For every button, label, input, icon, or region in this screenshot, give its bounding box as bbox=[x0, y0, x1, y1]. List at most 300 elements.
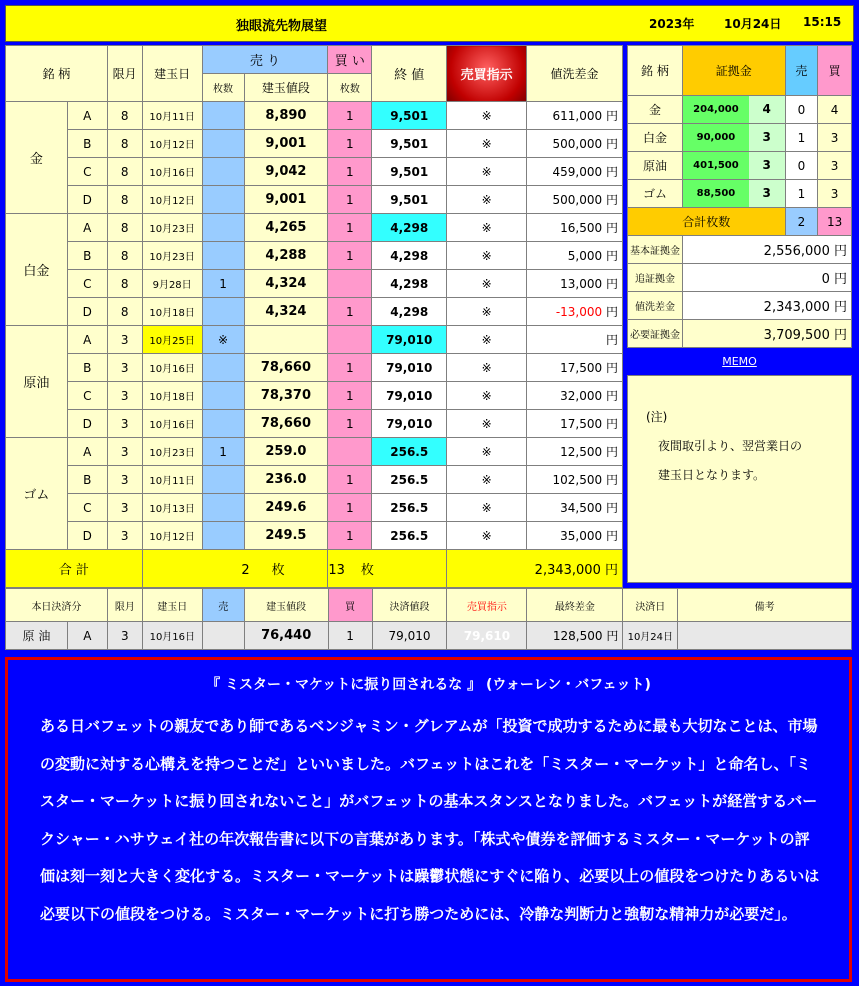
margin-sell: 0 bbox=[785, 96, 818, 124]
summary-unit: 円 bbox=[833, 328, 847, 343]
row-sell-count bbox=[202, 410, 244, 438]
row-diff-unit: 円 bbox=[605, 333, 618, 347]
settled-price-header: 建玉値段 bbox=[244, 589, 328, 622]
title-bar bbox=[5, 5, 854, 42]
settled-month: 3 bbox=[107, 622, 142, 650]
margin-lots: 3 bbox=[749, 124, 785, 151]
total-buy-unit: 枚 bbox=[360, 563, 374, 578]
position-row bbox=[6, 242, 623, 270]
memo-header bbox=[627, 349, 852, 374]
summary-row bbox=[628, 292, 852, 320]
row-buy-count bbox=[328, 270, 372, 298]
position-row bbox=[6, 326, 623, 354]
total-label: 合 計 bbox=[6, 550, 143, 588]
row-diff-unit: 円 bbox=[605, 529, 618, 543]
row-signal: ※ bbox=[447, 298, 527, 326]
row-close: 9,501 bbox=[372, 186, 447, 214]
summary-unit: 円 bbox=[833, 300, 847, 315]
header-time: 15:15 bbox=[803, 15, 842, 29]
row-date: 10月18日 bbox=[142, 382, 202, 410]
row-price: 9,001 bbox=[244, 186, 328, 214]
settled-signal-header: 売買指示 bbox=[447, 589, 527, 622]
row-sell-count bbox=[202, 242, 244, 270]
settled-sell-header: 売 bbox=[202, 589, 244, 622]
margin-amount-cell bbox=[682, 180, 785, 208]
col-price-header: 建玉値段 bbox=[244, 74, 328, 102]
margin-sell-header: 売 bbox=[785, 46, 818, 96]
row-date: 10月12日 bbox=[142, 522, 202, 550]
row-date: 10月11日 bbox=[142, 102, 202, 130]
row-code: C bbox=[67, 382, 107, 410]
row-price: 8,890 bbox=[244, 102, 328, 130]
row-code: D bbox=[67, 410, 107, 438]
row-diff-value: 35,000 bbox=[560, 529, 603, 543]
margin-lots: 4 bbox=[749, 96, 785, 123]
total-diff bbox=[447, 550, 623, 588]
summary-value: 3,709,500 bbox=[763, 328, 830, 343]
row-buy-count: 1 bbox=[328, 466, 372, 494]
row-diff-value: 17,500 bbox=[560, 417, 603, 431]
row-diff-value: 13,000 bbox=[560, 277, 603, 291]
row-date: 10月23日 bbox=[142, 214, 202, 242]
margin-amount: 88,500 bbox=[683, 180, 749, 207]
row-month: 8 bbox=[107, 130, 142, 158]
summary-value: 2,343,000 bbox=[763, 300, 830, 315]
margin-row bbox=[628, 96, 852, 124]
row-price: 236.0 bbox=[244, 466, 328, 494]
margin-amount-cell bbox=[682, 124, 785, 152]
settled-date: 10月16日 bbox=[142, 622, 202, 650]
margin-row bbox=[628, 124, 852, 152]
row-code: C bbox=[67, 270, 107, 298]
row-sell-count: 1 bbox=[202, 438, 244, 466]
col-diff-header: 値洗差金 bbox=[527, 46, 623, 102]
row-code: B bbox=[67, 466, 107, 494]
col-close-header: 終 値 bbox=[372, 46, 447, 102]
row-date: 10月12日 bbox=[142, 130, 202, 158]
summary-label: 追証拠金 bbox=[628, 264, 683, 292]
settled-final-value: 128,500 bbox=[552, 629, 603, 643]
col-buy-header: 買 い bbox=[328, 46, 372, 74]
row-diff bbox=[527, 522, 623, 550]
row-diff-value: 17,500 bbox=[560, 361, 603, 375]
row-signal: ※ bbox=[447, 130, 527, 158]
row-date: 10月16日 bbox=[142, 158, 202, 186]
row-month: 3 bbox=[107, 438, 142, 466]
settled-note-header: 備考 bbox=[678, 589, 852, 622]
row-diff-unit: 円 bbox=[605, 109, 618, 123]
row-diff bbox=[527, 438, 623, 466]
quote-body: ある日バフェットの親友であり師であるベンジャミン・グレアムが「投資で成功するために最も大切なことは、市場の変動に対する心構えを持つことだ」といいました。バフェットはこれを「ミスター・マーケット」と命名し、「ミスター・マーケットに振り回されないこと」がバフェットの基本スタンスとなりました。バフェットが経営するバークシャー・ハサウェイ社の年次報告書に以下の言葉があります。「株式や債券を評価するミスター・マーケットの評価は刻一刻と大きく変化する。ミスター・マーケットは躁鬱状態にすぐに陥り、必要以上の値段をつけたりあるいは必要以下の値段をつける。ミスター・マーケットに打ち勝つためには、冷静な判断力と強靭な精神力が必要だ」。 bbox=[40, 717, 820, 923]
row-diff bbox=[527, 494, 623, 522]
total-sell bbox=[142, 550, 328, 588]
row-date: 10月25日 bbox=[142, 326, 202, 354]
row-date: 9月28日 bbox=[142, 270, 202, 298]
row-diff-unit: 円 bbox=[605, 305, 618, 319]
position-row bbox=[6, 382, 623, 410]
summary-value-cell bbox=[682, 292, 851, 320]
row-diff-value: 500,000 bbox=[552, 137, 603, 151]
total-buy-count: 13 bbox=[328, 563, 345, 578]
settled-label-header: 本日決済分 bbox=[6, 589, 108, 622]
row-month: 8 bbox=[107, 298, 142, 326]
memo-panel bbox=[627, 375, 852, 583]
row-close: 4,298 bbox=[372, 214, 447, 242]
total-diff-value: 2,343,000 bbox=[534, 563, 601, 578]
row-diff-value: 16,500 bbox=[560, 221, 603, 235]
row-diff-unit: 円 bbox=[605, 165, 618, 179]
row-code: A bbox=[67, 438, 107, 466]
row-month: 3 bbox=[107, 522, 142, 550]
row-signal: ※ bbox=[447, 326, 527, 354]
row-signal: ※ bbox=[447, 242, 527, 270]
row-diff-unit: 円 bbox=[605, 193, 618, 207]
group-name: 金 bbox=[6, 102, 68, 214]
summary-label: 必要証拠金 bbox=[628, 320, 683, 348]
header-year: 2023年 bbox=[649, 17, 695, 31]
group-name: ゴム bbox=[6, 438, 68, 550]
row-diff bbox=[527, 130, 623, 158]
settled-signal: 79,610 bbox=[447, 622, 527, 650]
margin-name: 原油 bbox=[628, 152, 683, 180]
row-code: D bbox=[67, 298, 107, 326]
row-code: B bbox=[67, 354, 107, 382]
quote-panel bbox=[5, 657, 852, 982]
row-signal: ※ bbox=[447, 186, 527, 214]
row-diff bbox=[527, 298, 623, 326]
margin-lots: 3 bbox=[749, 180, 785, 207]
row-sell-count bbox=[202, 466, 244, 494]
row-diff-value: 32,000 bbox=[560, 389, 603, 403]
row-code: C bbox=[67, 494, 107, 522]
position-row bbox=[6, 186, 623, 214]
row-price: 9,042 bbox=[244, 158, 328, 186]
row-diff-value: 500,000 bbox=[552, 193, 603, 207]
group-name: 白金 bbox=[6, 214, 68, 326]
margin-sell: 1 bbox=[785, 180, 818, 208]
row-diff-value: 34,500 bbox=[560, 501, 603, 515]
row-diff bbox=[527, 158, 623, 186]
row-sell-count bbox=[202, 214, 244, 242]
row-close: 79,010 bbox=[372, 410, 447, 438]
row-buy-count: 1 bbox=[328, 242, 372, 270]
row-diff-unit: 円 bbox=[605, 137, 618, 151]
row-month: 3 bbox=[107, 466, 142, 494]
settled-settle-date: 10月24日 bbox=[623, 622, 678, 650]
row-diff-unit: 円 bbox=[605, 221, 618, 235]
margin-amount: 401,500 bbox=[683, 152, 749, 179]
group-name: 原油 bbox=[6, 326, 68, 438]
margin-row bbox=[628, 152, 852, 180]
row-diff bbox=[527, 214, 623, 242]
summary-value-cell bbox=[682, 264, 851, 292]
row-code: B bbox=[67, 242, 107, 270]
row-signal: ※ bbox=[447, 522, 527, 550]
margin-buy: 3 bbox=[818, 180, 852, 208]
position-row bbox=[6, 466, 623, 494]
settled-buy-header: 買 bbox=[328, 589, 372, 622]
row-month: 8 bbox=[107, 186, 142, 214]
row-buy-count bbox=[328, 438, 372, 466]
row-close: 4,298 bbox=[372, 242, 447, 270]
row-signal: ※ bbox=[447, 102, 527, 130]
position-row bbox=[6, 158, 623, 186]
margin-amount: 90,000 bbox=[683, 124, 749, 151]
margin-amount-header: 証拠金 bbox=[682, 46, 785, 96]
position-row bbox=[6, 438, 623, 466]
row-date: 10月11日 bbox=[142, 466, 202, 494]
position-row bbox=[6, 522, 623, 550]
row-diff-unit: 円 bbox=[605, 473, 618, 487]
row-diff bbox=[527, 242, 623, 270]
row-month: 3 bbox=[107, 326, 142, 354]
row-date: 10月23日 bbox=[142, 242, 202, 270]
total-buy bbox=[328, 550, 447, 588]
row-signal: ※ bbox=[447, 438, 527, 466]
row-date: 10月12日 bbox=[142, 186, 202, 214]
settled-row bbox=[6, 622, 852, 650]
row-buy-count: 1 bbox=[328, 298, 372, 326]
margin-name: 金 bbox=[628, 96, 683, 124]
total-sell-count: 2 bbox=[241, 563, 250, 578]
position-row bbox=[6, 410, 623, 438]
row-month: 8 bbox=[107, 242, 142, 270]
settled-note bbox=[678, 622, 852, 650]
row-buy-count: 1 bbox=[328, 158, 372, 186]
margin-name: ゴム bbox=[628, 180, 683, 208]
row-date: 10月23日 bbox=[142, 438, 202, 466]
margin-sell: 0 bbox=[785, 152, 818, 180]
row-close: 9,501 bbox=[372, 130, 447, 158]
memo-line-1: 夜間取引より、翌営業日の bbox=[658, 439, 803, 453]
summary-value: 2,556,000 bbox=[763, 244, 830, 259]
summary-row bbox=[628, 236, 852, 264]
row-month: 8 bbox=[107, 214, 142, 242]
settled-sell bbox=[202, 622, 244, 650]
row-diff-value: 459,000 bbox=[552, 165, 603, 179]
settled-name: 原 油 bbox=[6, 622, 68, 650]
row-date: 10月18日 bbox=[142, 298, 202, 326]
margin-amount-cell bbox=[682, 152, 785, 180]
margin-lots: 3 bbox=[749, 152, 785, 179]
row-buy-count: 1 bbox=[328, 522, 372, 550]
row-signal: ※ bbox=[447, 270, 527, 298]
row-diff-unit: 円 bbox=[605, 389, 618, 403]
row-month: 8 bbox=[107, 270, 142, 298]
margin-table bbox=[627, 45, 852, 348]
memo-link[interactable]: MEMO bbox=[722, 355, 757, 368]
row-signal: ※ bbox=[447, 494, 527, 522]
row-price: 4,288 bbox=[244, 242, 328, 270]
margin-name: 白金 bbox=[628, 124, 683, 152]
row-sell-count bbox=[202, 186, 244, 214]
row-price: 9,001 bbox=[244, 130, 328, 158]
position-row bbox=[6, 102, 623, 130]
margin-sell: 1 bbox=[785, 124, 818, 152]
settled-settle: 79,010 bbox=[372, 622, 447, 650]
row-price: 78,660 bbox=[244, 410, 328, 438]
row-close: 256.5 bbox=[372, 438, 447, 466]
row-sell-count: 1 bbox=[202, 270, 244, 298]
total-lots-buy: 13 bbox=[818, 208, 852, 236]
row-close: 256.5 bbox=[372, 466, 447, 494]
row-code: D bbox=[67, 522, 107, 550]
row-price bbox=[244, 326, 328, 354]
row-close: 4,298 bbox=[372, 270, 447, 298]
row-date: 10月16日 bbox=[142, 354, 202, 382]
settled-code: A bbox=[67, 622, 107, 650]
row-diff-unit: 円 bbox=[605, 445, 618, 459]
row-month: 3 bbox=[107, 410, 142, 438]
row-close: 79,010 bbox=[372, 382, 447, 410]
row-diff-value: -13,000 bbox=[555, 305, 603, 319]
position-row bbox=[6, 270, 623, 298]
row-sell-count: ※ bbox=[202, 326, 244, 354]
row-price: 249.6 bbox=[244, 494, 328, 522]
row-buy-count: 1 bbox=[328, 410, 372, 438]
row-diff bbox=[527, 354, 623, 382]
margin-row bbox=[628, 180, 852, 208]
summary-label: 値洗差金 bbox=[628, 292, 683, 320]
position-row bbox=[6, 354, 623, 382]
position-row bbox=[6, 494, 623, 522]
row-buy-count: 1 bbox=[328, 354, 372, 382]
row-diff bbox=[527, 410, 623, 438]
row-date: 10月16日 bbox=[142, 410, 202, 438]
margin-name-header: 銘 柄 bbox=[628, 46, 683, 96]
row-signal: ※ bbox=[447, 410, 527, 438]
summary-value: 0 bbox=[821, 272, 830, 287]
row-date: 10月13日 bbox=[142, 494, 202, 522]
row-diff-value: 12,500 bbox=[560, 445, 603, 459]
settled-buy: 1 bbox=[328, 622, 372, 650]
row-price: 4,265 bbox=[244, 214, 328, 242]
row-code: D bbox=[67, 186, 107, 214]
positions-table bbox=[5, 45, 623, 588]
settled-final-unit: 円 bbox=[606, 629, 619, 643]
row-buy-count bbox=[328, 326, 372, 354]
row-price: 259.0 bbox=[244, 438, 328, 466]
row-signal: ※ bbox=[447, 466, 527, 494]
summary-value-cell bbox=[682, 320, 851, 348]
row-sell-count bbox=[202, 494, 244, 522]
margin-buy: 4 bbox=[818, 96, 852, 124]
page-title: 独眼流先物展望 bbox=[236, 19, 328, 34]
row-month: 8 bbox=[107, 158, 142, 186]
row-diff-value: 102,500 bbox=[552, 473, 603, 487]
memo-note-label: (注) bbox=[646, 410, 668, 424]
row-close: 256.5 bbox=[372, 494, 447, 522]
row-diff-value: 5,000 bbox=[567, 249, 603, 263]
row-sell-count bbox=[202, 522, 244, 550]
memo-line-2: 建玉日となります。 bbox=[658, 468, 766, 482]
col-date-header: 建玉日 bbox=[142, 46, 202, 102]
row-sell-count bbox=[202, 130, 244, 158]
row-diff-unit: 円 bbox=[605, 277, 618, 291]
row-close: 4,298 bbox=[372, 298, 447, 326]
total-sell-unit: 枚 bbox=[271, 563, 285, 578]
row-signal: ※ bbox=[447, 382, 527, 410]
row-diff-value: 611,000 bbox=[552, 109, 603, 123]
row-diff bbox=[527, 270, 623, 298]
row-month: 3 bbox=[107, 382, 142, 410]
row-diff bbox=[527, 382, 623, 410]
row-diff-unit: 円 bbox=[605, 501, 618, 515]
row-signal: ※ bbox=[447, 354, 527, 382]
row-close: 79,010 bbox=[372, 326, 447, 354]
col-sell-count-header: 枚数 bbox=[202, 74, 244, 102]
row-close: 256.5 bbox=[372, 522, 447, 550]
row-close: 9,501 bbox=[372, 158, 447, 186]
row-price: 4,324 bbox=[244, 298, 328, 326]
row-diff-unit: 円 bbox=[605, 361, 618, 375]
settled-price: 76,440 bbox=[244, 622, 328, 650]
row-buy-count: 1 bbox=[328, 382, 372, 410]
row-close: 9,501 bbox=[372, 102, 447, 130]
summary-unit: 円 bbox=[833, 272, 847, 287]
summary-value-cell bbox=[682, 236, 851, 264]
col-month-header: 限月 bbox=[107, 46, 142, 102]
col-sell-header: 売 り bbox=[202, 46, 328, 74]
row-diff bbox=[527, 466, 623, 494]
position-row bbox=[6, 214, 623, 242]
positions-total-row bbox=[6, 550, 623, 588]
row-month: 8 bbox=[107, 102, 142, 130]
row-sell-count bbox=[202, 354, 244, 382]
margin-buy: 3 bbox=[818, 152, 852, 180]
col-name-header: 銘 柄 bbox=[6, 46, 108, 102]
row-diff-unit: 円 bbox=[605, 417, 618, 431]
row-buy-count: 1 bbox=[328, 214, 372, 242]
row-buy-count: 1 bbox=[328, 494, 372, 522]
row-diff-unit: 円 bbox=[605, 249, 618, 263]
row-buy-count: 1 bbox=[328, 102, 372, 130]
row-price: 4,324 bbox=[244, 270, 328, 298]
row-diff bbox=[527, 186, 623, 214]
row-code: B bbox=[67, 130, 107, 158]
row-sell-count bbox=[202, 158, 244, 186]
signal-button[interactable]: 売買指示 bbox=[447, 46, 527, 102]
summary-row bbox=[628, 320, 852, 348]
row-close: 79,010 bbox=[372, 354, 447, 382]
total-diff-unit: 円 bbox=[604, 563, 618, 578]
row-month: 3 bbox=[107, 354, 142, 382]
summary-label: 基本証拠金 bbox=[628, 236, 683, 264]
row-buy-count: 1 bbox=[328, 130, 372, 158]
row-signal: ※ bbox=[447, 158, 527, 186]
row-price: 78,660 bbox=[244, 354, 328, 382]
quote-title: 『 ミスター・マケットに振り回されるな 』 (ウォーレン・バフェット) bbox=[206, 677, 651, 693]
row-sell-count bbox=[202, 382, 244, 410]
row-price: 249.5 bbox=[244, 522, 328, 550]
col-buy-count-header: 枚数 bbox=[328, 74, 372, 102]
header-date: 10月24日 bbox=[724, 17, 782, 31]
row-code: A bbox=[67, 326, 107, 354]
settled-final bbox=[527, 622, 623, 650]
total-lots-sell: 2 bbox=[785, 208, 818, 236]
settled-date-header: 建玉日 bbox=[142, 589, 202, 622]
row-sell-count bbox=[202, 298, 244, 326]
settled-table bbox=[5, 588, 852, 650]
total-lots-label: 合計枚数 bbox=[628, 208, 786, 236]
row-price: 78,370 bbox=[244, 382, 328, 410]
summary-unit: 円 bbox=[833, 244, 847, 259]
settled-month-header: 限月 bbox=[107, 589, 142, 622]
settled-final-header: 最終差金 bbox=[527, 589, 623, 622]
row-code: A bbox=[67, 102, 107, 130]
row-diff bbox=[527, 326, 623, 354]
margin-amount: 204,000 bbox=[683, 96, 749, 123]
